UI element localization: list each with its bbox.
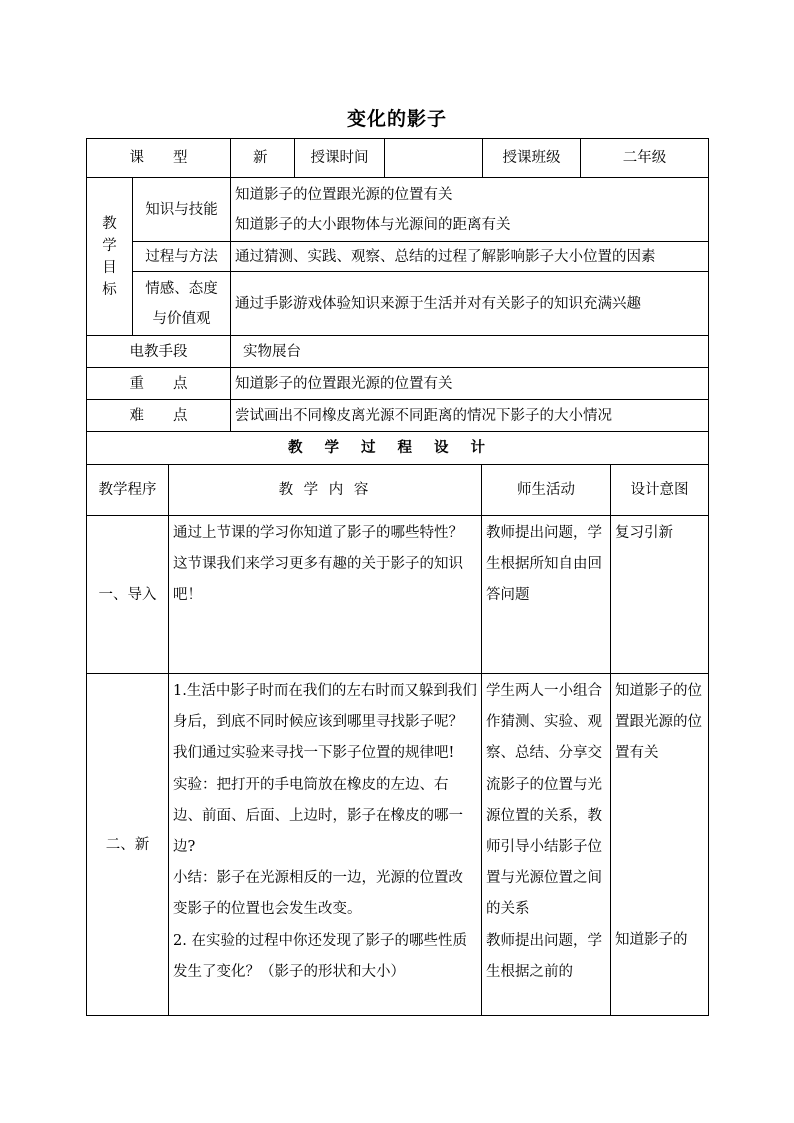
process-heading: 教学过程设计: [87, 432, 709, 465]
row-1-content: 通过上节课的学习你知道了影子的哪些特性？ 这节课我们来学习更多有趣的关于影子的知识吧！: [169, 516, 482, 674]
row-2-content: 1.生活中影子时而在我们的左右时而又躲到我们身后，到底不同时候应该到哪里寻找影子呢？我们通过实验来寻找一下影子位置的规律吧! 实验：把打开的手电筒放在橡皮的左边、右边、前面、后面、上边时，影子在橡皮的哪一边? 小结：影子在光源相反的一边，光源的位置改变影子的位置也会发生改变。 2. 在实验的过程中你还发现了影子的哪些性质发生了变化？（影子的形状和大小）: [169, 674, 482, 1016]
col-procedure: 教学程序: [87, 465, 169, 516]
lesson-info-table: [86, 138, 709, 432]
media-value: 实物展台: [231, 336, 709, 368]
lesson-type-label: 课 型: [87, 139, 231, 178]
lesson-time-value: [385, 139, 483, 178]
row-2-procedure: 二、新: [87, 674, 169, 1016]
page-title: 变化的影子: [346, 108, 447, 130]
knowledge-text: 知道影子的位置跟光源的位置有关 知道影子的大小跟物体与光源间的距离有关: [231, 178, 709, 242]
difficulty-value: 尝试画出不同橡皮离光源不同距离的情况下影子的大小情况: [231, 400, 709, 432]
goals-label: 教 学 目 标: [87, 178, 133, 336]
key-point-value: 知道影子的位置跟光源的位置有关: [231, 368, 709, 400]
lesson-type-value: 新: [231, 139, 295, 178]
col-activity: 师生活动: [482, 465, 611, 516]
col-intent: 设计意图: [611, 465, 709, 516]
class-label: 授课班级: [483, 139, 581, 178]
class-value: 二年级: [581, 139, 709, 178]
row-1-intent: 复习引新: [611, 516, 709, 674]
lesson-time-label: 授课时间: [295, 139, 385, 178]
row-1-procedure: 一、导入: [87, 516, 169, 674]
media-label: 电教手段: [87, 336, 231, 368]
process-label: 过程与方法: [133, 242, 231, 272]
emotion-label: 情感、态度 与价值观: [133, 272, 231, 336]
row-1-activity: 教师提出问题，学生根据所知自由回答问题: [482, 516, 611, 674]
knowledge-label: 知识与技能: [133, 178, 231, 242]
difficulty-label: 难 点: [87, 400, 231, 432]
process-text: 通过猜测、实践、观察、总结的过程了解影响影子大小位置的因素: [231, 242, 709, 272]
row-2-intent: 知道影子的位置跟光源的位置有关 知道影子的: [611, 674, 709, 1016]
col-content: 教 学 内 容: [169, 465, 482, 516]
key-point-label: 重 点: [87, 368, 231, 400]
emotion-text: 通过手影游戏体验知识来源于生活并对有关影子的知识充满兴趣: [231, 272, 709, 336]
row-2-activity: 学生两人一小组合作猜测、实验、观察、总结、分享交流影子的位置与光源位置的关系，教师引导小结影子位置与光源位置之间的关系 教师提出问题，学生根据之前的: [482, 674, 611, 1016]
teaching-process-table: [86, 431, 709, 1016]
